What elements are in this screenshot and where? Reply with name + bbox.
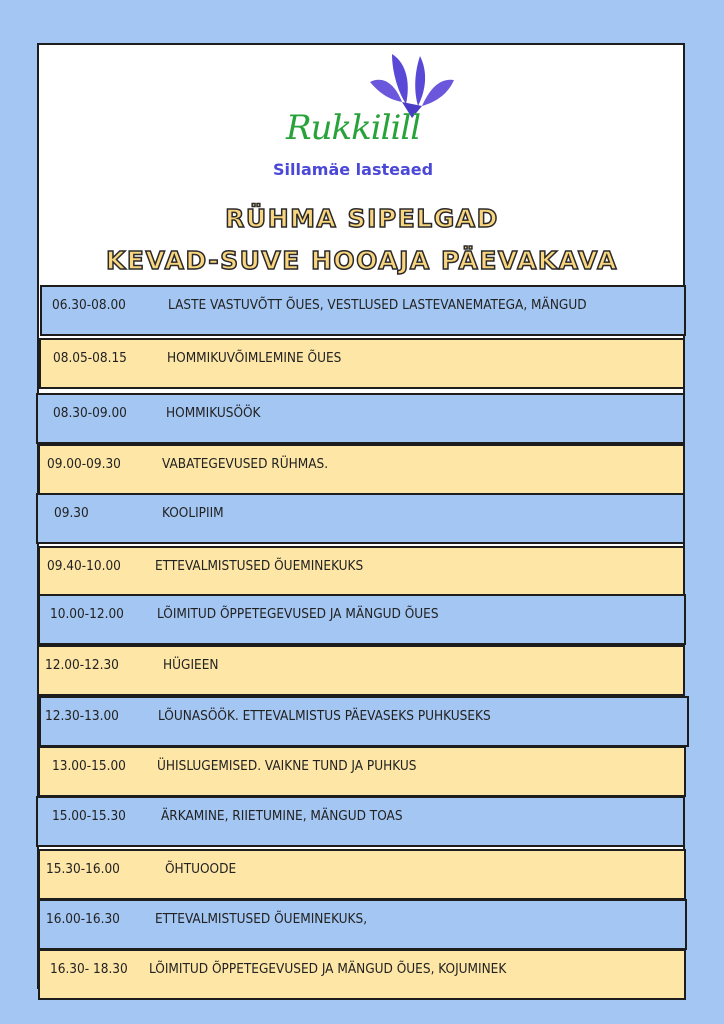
logo-subtitle: Sillamäe lasteaed bbox=[273, 160, 434, 179]
schedule-time: 15.30-16.00 bbox=[46, 861, 120, 877]
schedule-activity: ÜHISLUGEMISED. VAIKNE TUND JA PUHKUS bbox=[157, 758, 417, 774]
schedule-activity: ÕHTUOODE bbox=[165, 861, 237, 877]
schedule-row bbox=[36, 393, 685, 444]
schedule-row bbox=[40, 285, 686, 336]
schedule-activity: VABATEGEVUSED RÜHMAS. bbox=[162, 456, 329, 472]
schedule-row bbox=[38, 849, 686, 900]
schedule-time: 13.00-15.00 bbox=[52, 758, 126, 774]
schedule-time: 08.30-09.00 bbox=[53, 405, 127, 421]
schedule-row bbox=[37, 645, 685, 696]
schedule-row bbox=[38, 746, 686, 797]
group-title: RÜHMA SIPELGAD bbox=[225, 204, 499, 233]
schedule-activity: ETTEVALMISTUSED ÕUEMINEKUKS, bbox=[155, 911, 368, 927]
schedule-row bbox=[38, 949, 686, 1000]
schedule-activity: LÕIMITUD ÕPPETEGEVUSED JA MÄNGUD ÕUES, KOJUMINEK bbox=[149, 961, 507, 977]
schedule-time: 15.00-15.30 bbox=[52, 808, 126, 824]
schedule-time: 09.30 bbox=[54, 505, 89, 521]
schedule-activity: ÄRKAMINE, RIIETUMINE, MÄNGUD TOAS bbox=[161, 808, 403, 824]
schedule-row bbox=[36, 796, 685, 847]
schedule-time: 16.00-16.30 bbox=[46, 911, 120, 927]
schedule-activity: LÕIMITUD ÕPPETEGEVUSED JA MÄNGUD ÕUES bbox=[157, 606, 439, 622]
schedule-time: 12.00-12.30 bbox=[45, 657, 119, 673]
schedule-title: KEVAD-SUVE HOOAJA PÄEVAKAVA bbox=[106, 246, 618, 275]
kindergarten-logo bbox=[273, 52, 456, 182]
schedule-time: 09.40-10.00 bbox=[47, 558, 121, 574]
schedule-activity: HÜGIEEN bbox=[163, 657, 219, 673]
schedule-time: 16.30- 18.30 bbox=[50, 961, 128, 977]
schedule-row bbox=[39, 696, 689, 747]
schedule-time: 09.00-09.30 bbox=[47, 456, 121, 472]
schedule-time: 12.30-13.00 bbox=[45, 708, 119, 724]
schedule-row bbox=[38, 444, 685, 495]
schedule-row bbox=[38, 546, 685, 597]
schedule-time: 06.30-08.00 bbox=[52, 297, 126, 313]
schedule-activity: HOMMIKUSÖÖK bbox=[166, 405, 261, 421]
schedule-activity: HOMMIKUVÕIMLEMINE ÕUES bbox=[167, 350, 342, 366]
schedule-activity: LASTE VASTUVÕTT ÕUES, VESTLUSED LASTEVANEMATEGA, MÄNGUD bbox=[168, 297, 587, 313]
logo-wordmark: Rukkilill bbox=[286, 108, 421, 148]
schedule-activity: ETTEVALMISTUSED ÕUEMINEKUKS bbox=[155, 558, 364, 574]
schedule-activity: LÕUNASÖÖK. ETTEVALMISTUS PÄEVASEKS PUHKUSEKS bbox=[158, 708, 491, 724]
schedule-time: 10.00-12.00 bbox=[50, 606, 124, 622]
schedule-row bbox=[38, 899, 687, 950]
schedule-row bbox=[36, 493, 685, 544]
schedule-time: 08.05-08.15 bbox=[53, 350, 127, 366]
schedule-row bbox=[39, 338, 685, 389]
schedule-activity: KOOLIPIIM bbox=[162, 505, 224, 521]
schedule-row bbox=[38, 594, 686, 645]
